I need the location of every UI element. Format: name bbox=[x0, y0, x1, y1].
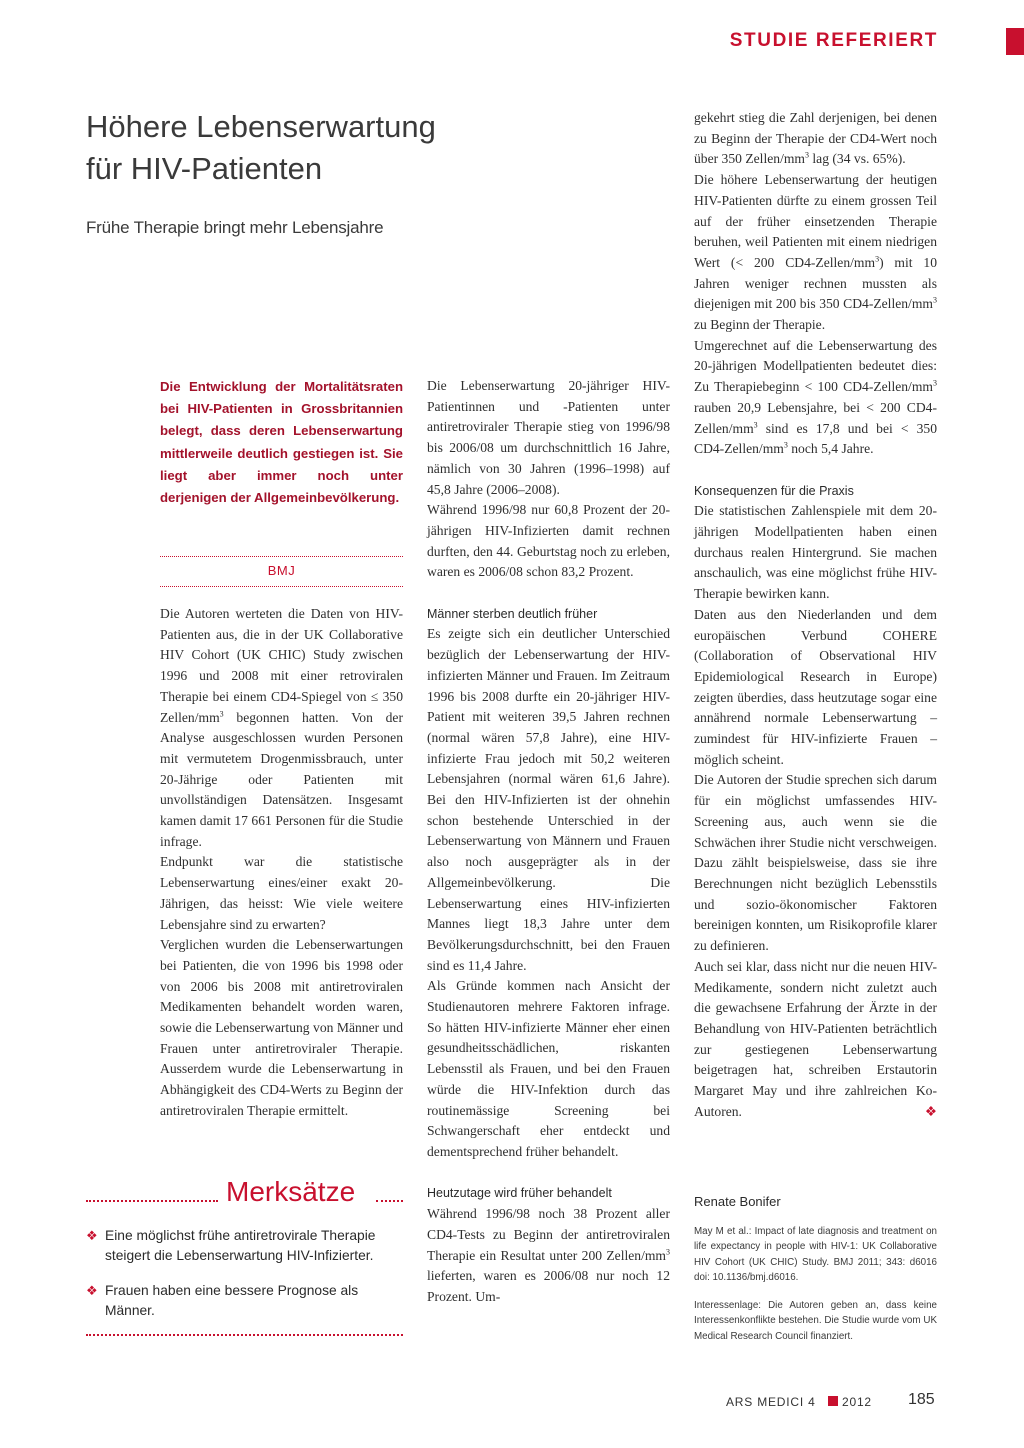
reference-note: May M et al.: Impact of late diagnosis and treatment on life expectancy in people with HIV-1: UK Collaborative HIV Cohort (UK CHIC) Study. BMJ 2011; 343: d6016 doi: 10.1136/bmj.d6016. bbox=[694, 1226, 937, 1284]
list-item: ❖ Frauen haben eine bessere Prognose als Männer. bbox=[86, 1283, 359, 1318]
paragraph: Während 1996/98 noch 38 Prozent aller CD4-Tests zu Beginn der antiretroviralen Therapie ein Resultat unter 200 Zellen/$mm^3$ lieferten, waren es 2006/08 nur noch 12 Prozent. Um- bbox=[427, 1206, 670, 1304]
paragraph: Daten aus den Niederlanden und dem europäischen Verbund COHERE (Collaboration of Observational HIV Epidemiological Research in Europe) zeigten überdies, dass heutzutage sogar eine annährend normale Lebenserwartung – zumindest für HIV-infizierte Frauen – möglich scheint. bbox=[694, 606, 937, 767]
merksaetze-title: Merksätze bbox=[226, 1176, 356, 1207]
section-heading: Heutzutage wird früher behandelt bbox=[427, 1186, 612, 1201]
section-label: STUDIE REFERIERT bbox=[729, 30, 938, 51]
merksaetze-divider-left bbox=[86, 1200, 218, 1202]
paragraph: Die höhere Lebenserwartung der heutigen HIV-Patienten dürfte zu einem grossen Teil auf der früher einsetzenden Therapie beruhen, weil Patienten mit einem niedrigen Wert (< 200 $CD4-Zellen/mm^3$) mit 10 Jahren weniger rechnen mussten als diejenigen mit 200 bis 350 $CD4-Zellen/mm^3$ zu Beginn der Therapie. bbox=[694, 172, 938, 333]
footer-journal: ARS MEDICI 4 bbox=[726, 1395, 816, 1409]
paragraph: Die Autoren der Studie sprechen sich darum für ein möglichst umfassendes HIV-Screening aus, auch wenn sie die Schwächen ihrer Studie nicht verschweigen. Dazu zählt beispielsweise, dass sie ihre Berechnungen nicht bezüglich Lebensstils und sozio-ökonomischer Faktoren bereinigen konnten, um Risikoprofile klarer zu definieren. bbox=[694, 772, 937, 954]
title-line-2: für HIV-Patienten bbox=[86, 151, 323, 186]
lead-paragraph: Die Entwicklung der Mortalitätsraten bei HIV-Patienten in Grossbritannien belegt, dass deren Lebenserwartung mittlerweile deutlich gestiegen ist. Sie liegt aber immer noch unter derjenigen der Allgemeinbevölkerung. bbox=[160, 379, 403, 506]
merksaetze-list bbox=[86, 1226, 406, 1336]
end-mark-icon: ❖ bbox=[924, 1103, 937, 1119]
diamond-bullet-icon: ❖ bbox=[86, 1283, 98, 1298]
paragraph: Als Gründe kommen nach Ansicht der Studienautoren mehrere Faktoren infrage. So hätten HIV-infizierte Männer eher einen gesundheitsschädlichen, riskanten Lebensstil als Frauen, und bei den Frauen würde die HIV-Infektion durch das routinemässige Screening bei Schwangerschaft eher entdeckt und dementsprechend früher behandelt. bbox=[427, 978, 670, 1159]
body-column-2 bbox=[427, 376, 670, 1308]
paragraph: Während 1996/98 nur 60,8 Prozent der 20-jährigen HIV-Infizierten damit rechnen durften, den 44. Geburtstag noch zu erleben, waren es 2006/08 schon 83,2 Prozent. bbox=[427, 502, 670, 580]
section-heading: Konsequenzen für die Praxis bbox=[694, 483, 854, 498]
paragraph: Es zeigte sich ein deutlicher Unterschied bezüglich der Lebenserwartung der HIV-infizierten Männer und Frauen. Im Zeitraum 1996 bis 2008 durfte ein 20-jähriger HIV-Patient mit weiteren 39,5 Jahren rechnen (normal wären 57,8 Jahre), eine HIV-infizierte Frau jedoch mit 50,2 weiteren Lebensjahren (normal wären 61,6 Jahre). Bei den HIV-Infizierten ist der ohnehin schon bestehende Unterschied in der Lebenserwartung von Männern und Frauen also noch ausgeprägter als in der Allgemeinbevölkerung. Die Lebenserwartung eines HIV-infizierten Mannes liegt 18,3 Jahre unter dem Bevölkerungsdurchschnitt, bei den Frauen sind es 11,4 Jahre. bbox=[427, 626, 670, 973]
title-line-1: Höhere Lebenserwartung bbox=[86, 109, 436, 144]
article-subtitle: Frühe Therapie bringt mehr Lebensjahre bbox=[86, 218, 384, 237]
page-number: 185 bbox=[908, 1391, 935, 1408]
section-marker-block bbox=[1006, 28, 1024, 55]
paragraph: Endpunkt war die statistische Lebenserwartung eines/einer exakt 20-Jährigen, das heisst: Wie viele weitere Lebensjahre sind zu erwarten? bbox=[160, 854, 403, 932]
merksaetze-divider-right bbox=[376, 1200, 403, 1202]
footer-year: 2012 bbox=[842, 1395, 872, 1409]
paragraph: Die Autoren werteten die Daten von HIV-Patienten aus, die in der UK Collaborative HIV Cohort (UK CHIC) Study zwischen 1996 und 2008 mit einer retroviralen Therapie bei einem CD4-Spiegel von ≤ 350 Zellen/$mm^3$ begonnen hatten. Von der Analyse ausgeschlossen wurden Personen mit vermutetem Drogenmissbrauch, unter 20-Jährige oder Patienten mit unvollständigen Datensätzen. Insgesamt kamen damit 17 661 Personen für die Studie infrage. bbox=[160, 606, 403, 849]
article-title bbox=[86, 106, 506, 190]
list-item: ❖ Eine möglichst frühe antiretrovirale Therapie steigert die Lebenserwartung HIV-Infizierter. bbox=[86, 1228, 376, 1263]
footer-square-icon bbox=[828, 1396, 838, 1406]
paragraph: Umgerechnet auf die Lebenserwartung des 20-jährigen Modellpatienten bedeutet dies: Zu Therapiebeginn < 100 $CD4-Zellen/mm^3$ rauben 20,9 Lebensjahre, bei < 200 $CD4-Zellen/mm^3$ sind es 17,8 und bei < 350 $CD4-Zellen/mm^3$ noch 5,4 Jahre. bbox=[694, 337, 937, 457]
paragraph: Verglichen wurden die Lebenserwartungen bei Patienten, die von 1996 bis 1998 oder von 2006 bis 2008 mit antiretroviralen Medikamenten behandelt worden waren, sowie die Lebenserwartung von Männer und Frauen unter antiretroviraler Therapie. Ausserdem wurde die Lebenserwartung in Abhängigkeit des CD4-Werts zu Beginn der antiretroviralen Therapie ermittelt. bbox=[160, 937, 403, 1118]
paragraph: gekehrt stieg die Zahl derjenigen, bei denen zu Beginn der Therapie der CD4-Wert noch über 350 Zellen/$mm^3$ lag (34 vs. 65%). bbox=[694, 110, 937, 167]
author-name: Renate Bonifer bbox=[694, 1194, 781, 1209]
body-column-3 bbox=[694, 108, 937, 1122]
diamond-bullet-icon: ❖ bbox=[86, 1228, 98, 1243]
section-heading: Männer sterben deutlich früher bbox=[427, 606, 598, 621]
source-label: BMJ bbox=[267, 563, 296, 578]
paragraph: Die Lebenserwartung 20-jähriger HIV-Patientinnen und -Patienten unter antiretroviraler Therapie stieg von 1996/98 bis 2006/08 um durchschnittlich 16 Jahre, nämlich von 30 Jahren (1996–1998) auf 45,8 Jahre (2006–2008). bbox=[427, 378, 670, 497]
body-column-1 bbox=[160, 604, 403, 1122]
paragraph: Auch sei klar, dass nicht nur die neuen HIV-Medikamente, sondern nicht zuletzt auch die gewachsene Erfahrung der Ärzte in der Behandlung von HIV-Patienten beträchtlich zur gestiegenen Lebenserwartung beigetragen hat, schreiben Erstautorin Margaret May und ihre zahlreichen Ko-Autoren. ❖ bbox=[694, 957, 937, 1123]
paragraph: Die statistischen Zahlenspiele mit dem 20-jährigen Modellpatienten haben einen durchaus realen Hintergrund. Sie machen anschaulich, was eine möglichst frühe HIV-Therapie bewirken kann. bbox=[694, 503, 937, 602]
source-divider-top bbox=[160, 556, 403, 557]
merksaetze-divider-bottom bbox=[86, 1334, 403, 1336]
interest-note: Interessenlage: Die Autoren geben an, dass keine Interessenkonflikte bestehen. Die Studie wurde vom UK Medical Research Council finanziert. bbox=[694, 1300, 937, 1342]
source-divider-bottom bbox=[160, 586, 403, 587]
